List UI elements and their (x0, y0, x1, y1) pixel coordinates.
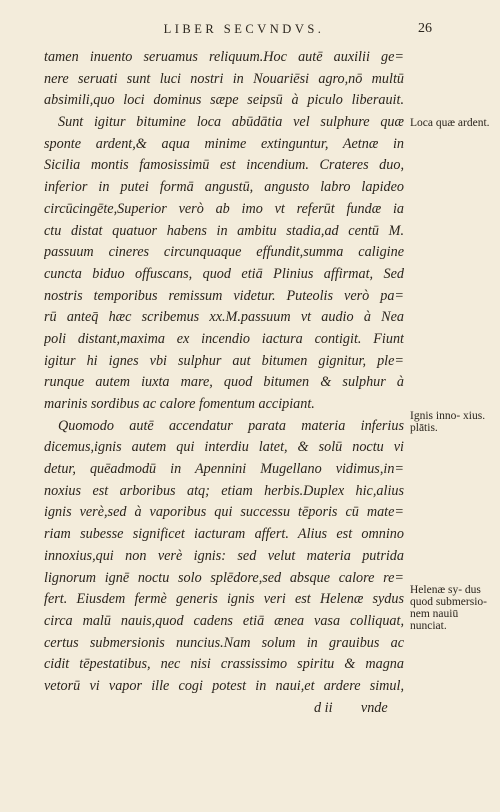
text-line: circa malū nauis,quod cadens etiā ænea vasa colliquat, (44, 612, 404, 629)
text-line: rū anteq̄ hæc scribemus xx.M.passuum vt audio à Nea (44, 309, 404, 326)
text-line: poli distant,maxima ex incendio iactura contigit. Fiunt (44, 330, 404, 347)
text-line: fert. Eiusdem fermè generis ignis veri est Helenæ sydus (44, 591, 404, 608)
text-line: cidit tēpestatibus, nec nisi crassissimo spiritu & magna (44, 656, 404, 673)
page-number: 26 (418, 21, 432, 36)
text-line: inferior in putei formā angustū, angusto labro lapideo (44, 179, 404, 196)
text-line: cuncta biduo offuscans, quod etiā Plinius affirmat, Sed (44, 265, 404, 282)
text-line: dicemus,ignis autem qui interdiu latet, & solū noctu vi (44, 439, 404, 456)
text-line: absimili,quo loci dominus sæpe seipsū à piculo liberauit. (44, 92, 404, 109)
text-line: nostris temporibus remissum videtur. Puteolis verò pa= (44, 287, 404, 304)
text-line: ctu distat quatuor habens in ambitu stadia,ad centū M. (44, 222, 404, 239)
text-line: detur, quēadmodū in Apennini Mugellano vidimus,in= (44, 461, 404, 478)
text-line: passuum cineres circunquaque effundit,summa caligine (44, 244, 404, 261)
margin-note-helenae-sydus: Helenæ sy- dus quod submersio- nem nauiū nunciat. (410, 584, 487, 632)
text-line: sponte ardent,& aqua minime extinguntur, Aetnæ in (44, 135, 404, 152)
text-line: vetorū vi vapor ille cogi potest in naui,et ardere simul, (44, 677, 404, 694)
text-line: Quomodo autē accendatur parata materia inferius (58, 417, 404, 434)
text-line: tamen inuento seruamus reliquum.Hoc autē auxilii ge= (44, 49, 404, 65)
body-text (44, 47, 404, 719)
margin-note-ignis-innoxius: Ignis inno- xius. plātis. (410, 410, 486, 434)
text-line: certus submersionis nuncius.Nam solum in grauibus ac (44, 634, 404, 651)
text-line: lignorum ignē noctu solo splēdore,sed absque calore re= (44, 569, 404, 586)
signature-catchword-line: d ii vnde (314, 699, 388, 716)
text-line: innoxius,qui non verè ignis: sed velut materia putrida (44, 547, 404, 564)
text-line: noxius est arboribus atq; etiam herbis.Duplex hic,alius (44, 482, 404, 499)
text-line: igitur hi ignes vbi sulphur aut bitumen gignitur, ple= (44, 352, 404, 369)
text-line: ignis verè,sed à vaporibus qui successu tēporis cū mate= (44, 504, 404, 521)
text-line: marinis sordibus ac calore fomentum accipiant. (44, 396, 315, 412)
margin-note-loca-ardent: Loca quæ ardent. (410, 117, 490, 129)
text-line: Sunt igitur bitumine loca abūdātia vel sulphure quæ (58, 114, 404, 131)
running-head: LIBER SECVNDVS. (163, 22, 325, 36)
text-line: Sicilia montis famosissimū est incendium. Crateres duo, (44, 157, 404, 174)
text-line: nere seruati sunt luci nostri in Nouariēsi agro,nō multū (44, 70, 404, 87)
text-line: circūcingēte,Superior verò ab imo vt referūt fundæ ia (44, 200, 404, 217)
text-line: runque autem iuxta mare, quod bitumen & sulphur à (44, 374, 404, 391)
text-line: riam subesse significet iacturam affert. Alius est omnino (44, 526, 404, 543)
